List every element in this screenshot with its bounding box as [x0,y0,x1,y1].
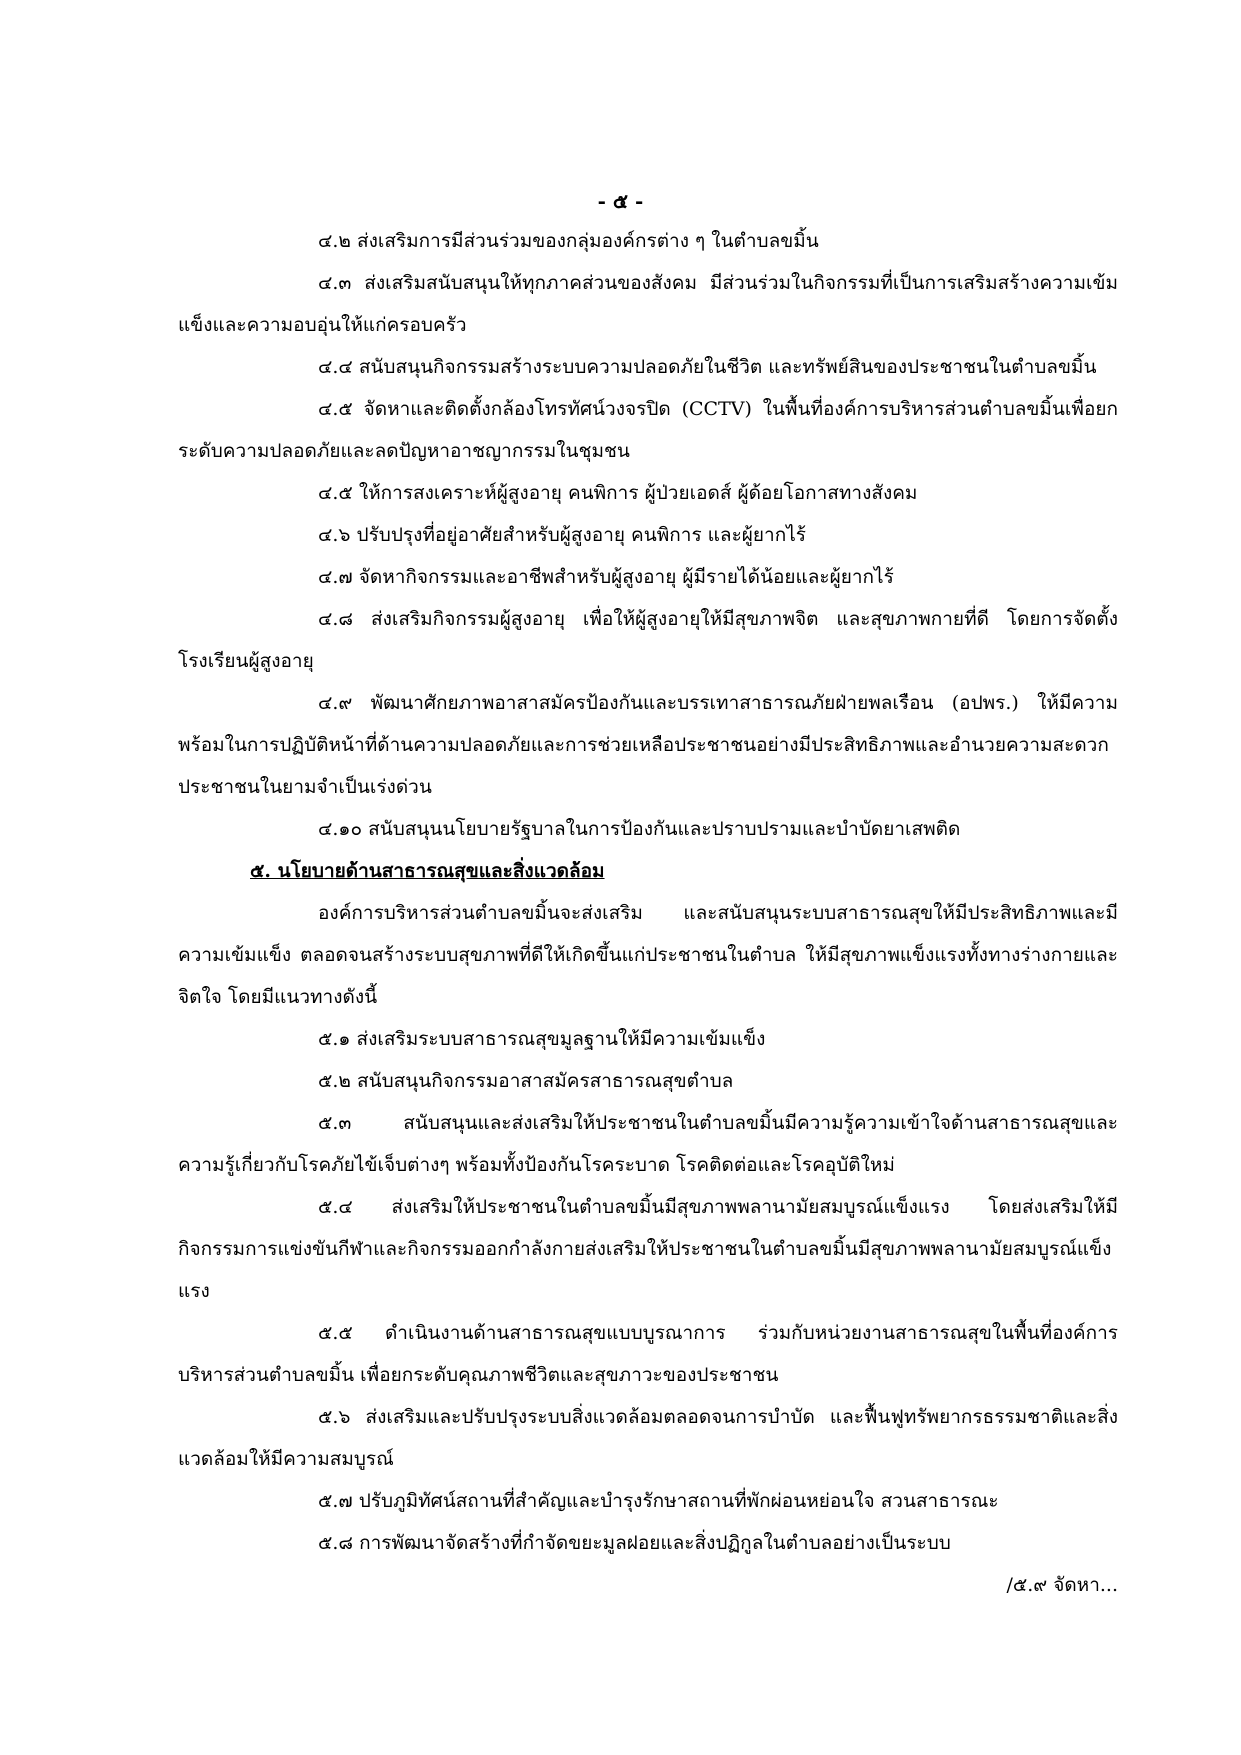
paragraph-4-10: ๔.๑๐ สนับสนุนนโยบายรัฐบาลในการป้องกันและปราบปรามและบำบัดยาเสพติด [318,818,961,840]
continuation-note: /๕.๙ จัดหา... [1006,1574,1118,1596]
item-5-8: ๕.๘ การพัฒนาจัดสร้างที่กำจัดขยะมูลฝอยและสิ่งปฏิกูลในตำบลอย่างเป็นระบบ [318,1532,951,1554]
paragraph-4-5-welfare: ๔.๕ ให้การสงเคราะห์ผู้สูงอายุ คนพิการ ผู้ป่วยเอดส์ ผู้ด้อยโอกาสทางสังคม [318,482,918,504]
paragraph-4-3: ๔.๓ ส่งเสริมสนับสนุนให้ทุกภาคส่วนของสังคม มีส่วนร่วมในกิจกรรมที่เป็นการเสริมสร้างความเข้มแข็งและความอบอุ่นให้แก่ครอบครัว [178,272,1118,336]
paragraph-4-2: ๔.๒ ส่งเสริมการมีส่วนร่วมของกลุ่มองค์กรต่าง ๆ ในตำบลขมิ้น [318,230,819,252]
item-5-3: ๕.๓ สนับสนุนและส่งเสริมให้ประชาชนในตำบลขมิ้นมีความรู้ความเข้าใจด้านสาธารณสุขและความรู้เกี่ยวกับโรคภัยไข้เจ็บต่างๆ พร้อมทั้งป้องกันโรคระบาด โรคติดต่อและโรคอุบัติใหม่ [178,1112,1118,1176]
paragraph-4-9: ๔.๙ พัฒนาศักยภาพอาสาสมัครป้องกันและบรรเทาสาธารณภัยฝ่ายพลเรือน (อปพร.) ให้มีความพร้อมในการปฏิบัติหน้าที่ด้านความปลอดภัยและการช่วยเหลือประชาชนอย่างมีประสิทธิภาพและอำนวยความสะดวกประชาชนในยามจำเป็นเร่งด่วน [178,692,1118,798]
item-5-2: ๕.๒ สนับสนุนกิจกรรมอาสาสมัครสาธารณสุขตำบล [318,1070,734,1092]
document-body [178,220,1118,1606]
page-number: - ๕ - [597,189,644,213]
item-5-1: ๕.๑ ส่งเสริมระบบสาธารณสุขมูลฐานให้มีความเข้มแข็ง [318,1028,766,1050]
paragraph-4-5-cctv: ๔.๕ จัดหาและติดตั้งกล้องโทรทัศน์วงจรปิด (CCTV) ในพื้นที่องค์การบริหารส่วนตำบลขมิ้นเพื่อยกระดับความปลอดภัยและลดปัญหาอาชญากรรมในชุมชน [178,398,1118,462]
paragraph-4-8: ๔.๘ ส่งเสริมกิจกรรมผู้สูงอายุ เพื่อให้ผู้สูงอายุให้มีสุขภาพจิต และสุขภาพกายที่ดี โดยการจัดตั้งโรงเรียนผู้สูงอายุ [178,608,1118,672]
item-5-4: ๕.๔ ส่งเสริมให้ประชาชนในตำบลขมิ้นมีสุขภาพพลานามัยสมบูรณ์แข็งแรง โดยส่งเสริมให้มีกิจกรรมการแข่งขันกีฬาและกิจกรรมออกกำลังกายส่งเสริมให้ประชาชนในตำบลขมิ้นมีสุขภาพพลานามัยสมบูรณ์แข็งแรง [178,1196,1118,1302]
section-intro: องค์การบริหารส่วนตำบลขมิ้นจะส่งเสริม และสนับสนุนระบบสาธารณสุขให้มีประสิทธิภาพและมีความเข้มแข็ง ตลอดจนสร้างระบบสุขภาพที่ดีให้เกิดขึ้นแก่ประชาชนในตำบล ให้มีสุขภาพแข็งแรงทั้งทางร่างกายและจิตใจ โดยมีแนวทางดังนี้ [178,902,1118,1008]
paragraph-4-6: ๔.๖ ปรับปรุงที่อยู่อาศัยสำหรับผู้สูงอายุ คนพิการ และผู้ยากไร้ [318,524,806,546]
item-5-5: ๕.๕ ดำเนินงานด้านสาธารณสุขแบบบูรณาการ ร่วมกับหน่วยงานสาธารณสุขในพื้นที่องค์การบริหารส่วนตำบลขมิ้น เพื่อยกระดับคุณภาพชีวิตและสุขภาวะของประชาชน [178,1322,1118,1386]
section-heading: ๕. นโยบายด้านสาธารณสุขและสิ่งแวดล้อม [250,860,605,882]
paragraph-4-7: ๔.๗ จัดหากิจกรรมและอาชีพสำหรับผู้สูงอายุ ผู้มีรายได้น้อยและผู้ยากไร้ [318,566,894,588]
paragraph-4-4: ๔.๔ สนับสนุนกิจกรรมสร้างระบบความปลอดภัยในชีวิต และทรัพย์สินของประชาชนในตำบลขมิ้น [318,356,1097,378]
item-5-6: ๕.๖ ส่งเสริมและปรับปรุงระบบสิ่งแวดล้อมตลอดจนการบำบัด และฟื้นฟูทรัพยากรธรรมชาติและสิ่งแวดล้อมให้มีความสมบูรณ์ [178,1406,1118,1470]
item-5-7: ๕.๗ ปรับภูมิทัศน์สถานที่สำคัญและบำรุงรักษาสถานที่พักผ่อนหย่อนใจ สวนสาธารณะ [318,1490,999,1512]
